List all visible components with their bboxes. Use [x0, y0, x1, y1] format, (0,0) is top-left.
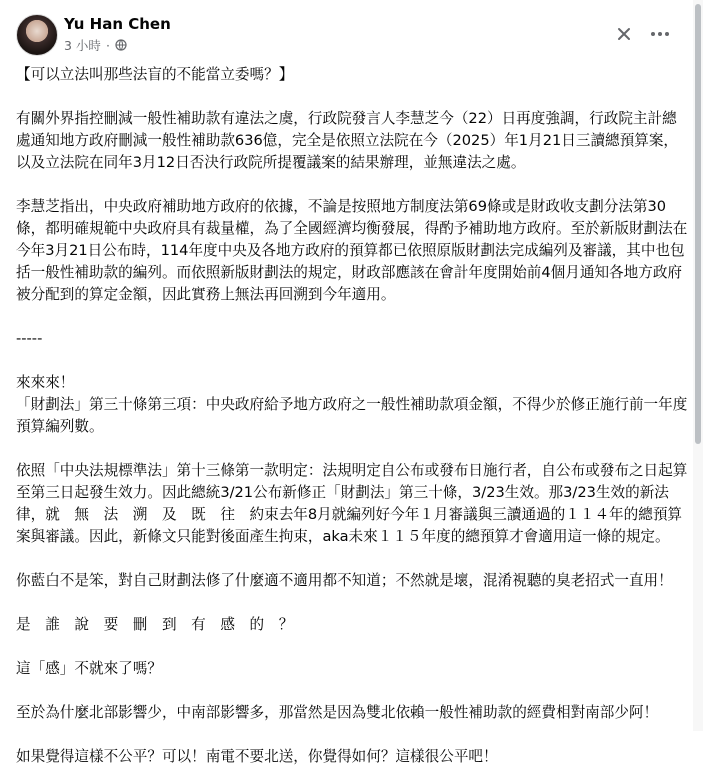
- more-icon[interactable]: [646, 20, 674, 48]
- close-icon[interactable]: [610, 20, 638, 48]
- post-paragraph: -----: [16, 330, 43, 347]
- scrollbar-thumb[interactable]: [695, 4, 701, 444]
- post-paragraph: 至於為什麼北部影響少，中南部影響多，那當然是因為雙北依賴一般性補助款的經費相對南部少阿！: [16, 704, 659, 721]
- post-body: [16, 64, 688, 768]
- post-paragraph: 如果覺得這樣不公平？可以！南電不要北送，你覺得如何？這樣很公平吧！: [16, 748, 498, 765]
- post-paragraph: 李慧芝指出，中央政府補助地方政府的依據，不論是按照地方制度法第69條或是財政收支劃分法第30條，都明確規範中央政府具有裁量權，為了全國經濟均衡發展，得酌予補助地方政府。至於新版財劃法在今年3月21日公布時，114年度中央及各地方政府的預算都已依照原版財劃法完成編列及審議，其中也包括一般性補助款的編列。而依照新版財劃法的規定，財政部應該在會計年度開始前4個月通知各地方政府被分配到的算定金額，因此實務上無法再回溯到今年適用。: [16, 198, 688, 303]
- post-paragraph: 來來來！ 「財劃法」第三十條第三項：中央政府給予地方政府之一般性補助款項金額，不得少於修正施行前一年度預算編列數。: [16, 374, 688, 435]
- meta-separator: ·: [105, 37, 110, 53]
- post-timestamp[interactable]: 3 小時: [64, 38, 101, 53]
- post-meta: [64, 36, 127, 54]
- post-paragraph: 【可以立法叫那些法盲的不能當立委嗎？】: [16, 66, 294, 83]
- post-paragraph: 依照「中央法規標準法」第十三條第一款明定：法規明定自公布或發布日施行者，自公布或發布之日起算至第三日起發生效力。因此總統3/21公布新修正「財劃法」第三十條，3/23生效。那3/23生效的新法律，就 無 法 溯 及 既 往 約束去年8月就編列好今年１月審議與三讀通過的１１４年的總預算案與審議。因此，新條文只能對後面產生拘束，aka未來１１５年度的總預算才會適用這一條的規定。: [16, 462, 688, 545]
- author-avatar[interactable]: [16, 14, 58, 56]
- post-paragraph: 有關外界指控刪減一般性補助款有違法之虞，行政院發言人李慧芝今（22）日再度強調，行政院主計總處通知地方政府刪減一般性補助款636億，完全是依照立法院在今（2025）年1月21日三讀總預算案，以及立法院在同年3月12日否決行政院所提覆議案的結果辦理，並無違法之處。: [16, 110, 679, 171]
- post-paragraph: 是 誰 說 要 刪 到 有 感 的 ？: [16, 616, 294, 633]
- post-paragraph: 你藍白不是笨，對自己財劃法修了什麼適不適用都不知道；不然就是壞，混淆視聽的臭老招式一直用！: [16, 572, 673, 589]
- author-name[interactable]: Yu Han Chen: [64, 15, 171, 33]
- page-scrollbar[interactable]: [693, 0, 703, 731]
- post-paragraph: 這「感」不就來了嗎？: [16, 660, 162, 677]
- post-header: [16, 12, 674, 56]
- globe-icon[interactable]: [115, 39, 127, 51]
